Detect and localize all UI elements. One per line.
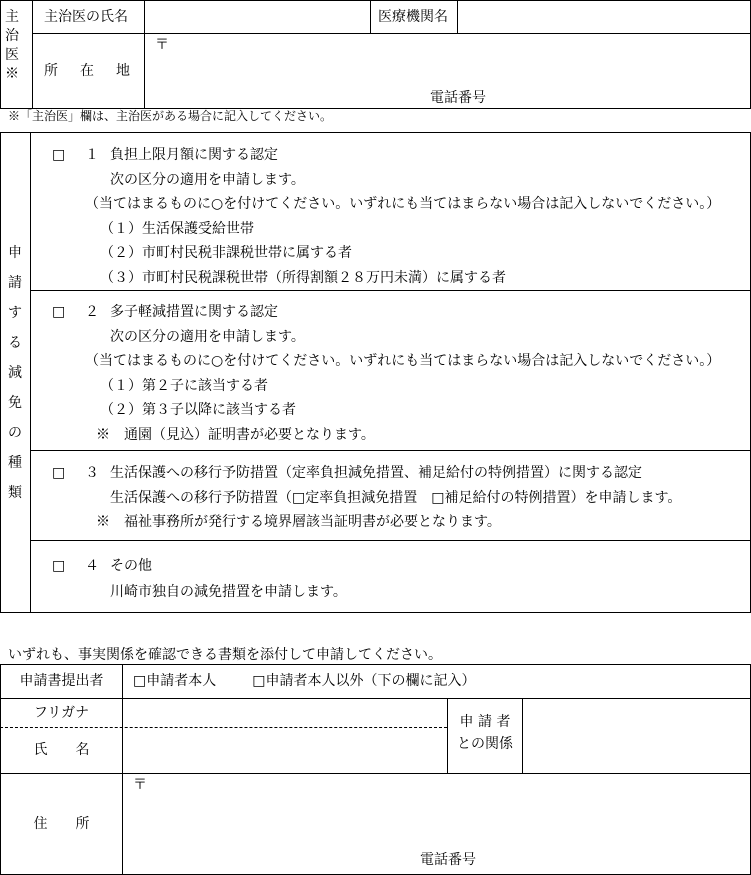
option-row	[31, 266, 750, 291]
attachment-note: いずれも、事実関係を確認できる書類を添付して申請してください。	[8, 647, 442, 663]
applicant-address-label: 住 所	[33, 816, 90, 832]
reduction-item-number: ４	[85, 558, 99, 574]
reduction-item-title: 生活保護への移行予防措置（定率負担減免措置、補足給付の特例措置）に関する認定	[110, 465, 642, 481]
reduction-item-title: 負担上限月額に関する認定	[110, 147, 278, 163]
submitter-options	[133, 671, 475, 691]
submitter-other-checkbox[interactable]: □	[252, 673, 266, 689]
option-public-assistance[interactable]: （１）生活保護受給世帯	[100, 220, 254, 237]
furigana-label: フリガナ	[33, 705, 90, 721]
supplementary-benefit-label: 補足給付の特例措置	[444, 489, 571, 506]
apply-suffix: ）を申請します。	[570, 489, 682, 506]
reduction-item-4	[31, 541, 750, 612]
option-taxable-household[interactable]: （３）市町村民税課税世帯（所得割額２８万円未満）に属する者	[100, 269, 506, 286]
instruction-text: （当てはまるものに○を付けてください。いずれにも当てはまらない場合は記入しないでください。）	[85, 353, 721, 369]
apply-text: 川崎市独自の減免措置を申請します。	[110, 583, 347, 600]
option-row	[31, 217, 750, 242]
submitter-self-label: 申請者本人	[146, 673, 217, 689]
reduction-item-header	[31, 554, 750, 579]
applicant-name-field[interactable]	[123, 728, 447, 773]
reduction-item-4-checkbox[interactable]: □	[52, 558, 66, 574]
reduction-item-title: その他	[110, 558, 152, 574]
institution-name-label: 医療機関名	[378, 9, 448, 25]
submitter-label: 申請書提出者	[19, 673, 104, 689]
institution-name-field[interactable]	[458, 1, 750, 33]
reduction-item-number: ３	[85, 465, 99, 481]
relationship-field[interactable]	[523, 699, 750, 773]
submitter-other-label: 申請者本人以外（下の欄に記入）	[265, 673, 476, 689]
physician-note: ※「主治医」欄は、主治医がある場合に記入してください。	[8, 109, 333, 123]
option-tax-exempt-household[interactable]: （２）市町村民税非課税世帯に属する者	[100, 245, 352, 261]
reduction-item-2-checkbox[interactable]: □	[52, 304, 66, 320]
applicant-name-label: 氏 名	[33, 742, 90, 758]
reduction-item-header	[31, 143, 750, 168]
postal-mark: 〒	[155, 37, 169, 53]
supplementary-benefit-checkbox[interactable]: □	[431, 489, 445, 506]
physician-name-field[interactable]	[145, 1, 370, 33]
reduction-item-number: ２	[85, 304, 99, 320]
reduction-item-3-checkbox[interactable]: □	[52, 465, 66, 481]
table-rule	[32, 0, 33, 109]
reduction-item-3	[31, 451, 750, 540]
furigana-field[interactable]	[123, 699, 447, 727]
instruction-text: （当てはまるものに○を付けてください。いずれにも当てはまらない場合は記入しないでください。）	[85, 196, 721, 212]
apply-text: 次の区分の適用を申請します。	[110, 328, 305, 345]
option-row	[31, 374, 750, 399]
relationship-label-line1: 申 請 者	[459, 714, 511, 730]
relationship-label	[448, 711, 522, 755]
physician-phone-field[interactable]	[492, 88, 742, 108]
physician-section-label: 主治医※	[5, 9, 19, 82]
option-third-child[interactable]: （２）第３子以降に該当する者	[100, 402, 296, 418]
reduction-item-1	[31, 133, 750, 290]
apply-text: 次の区分の適用を申請します。	[110, 171, 305, 188]
reduction-item-title: 多子軽減措置に関する認定	[110, 304, 278, 320]
table-rule	[370, 0, 371, 34]
reduction-item-2	[31, 291, 750, 450]
physician-name-label: 主治医の氏名	[44, 9, 128, 25]
physician-address-field[interactable]	[145, 34, 750, 88]
reduction-item-header	[31, 461, 750, 486]
requirement-note: ※ 福祉事務所が発行する境界層該当証明書が必要となります。	[96, 514, 501, 530]
applicant-phone-label: 電話番号	[420, 852, 476, 868]
option-row	[31, 398, 750, 423]
physician-address-label: 所 在 地	[44, 63, 134, 79]
fixed-rate-reduction-label: 定率負担減免措置	[305, 489, 418, 506]
fixed-rate-reduction-checkbox[interactable]: □	[292, 489, 306, 506]
apply-prefix: 生活保護への移行予防措置（	[110, 489, 292, 506]
physician-phone-label: 電話番号	[430, 90, 486, 106]
reduction-item-header	[31, 300, 750, 325]
option-row	[31, 241, 750, 266]
relationship-label-line2: との関係	[457, 736, 513, 752]
applicant-address-field[interactable]	[123, 774, 750, 848]
apply-line	[31, 486, 750, 511]
reduction-section-label: 申請する減免の種類	[8, 245, 22, 501]
option-second-child[interactable]: （１）第２子に該当する者	[100, 377, 268, 394]
requirement-note: ※ 通園（見込）証明書が必要となります。	[96, 426, 375, 443]
reduction-item-number: １	[85, 147, 99, 163]
reduction-item-1-checkbox[interactable]: □	[52, 147, 66, 163]
applicant-postal-mark: 〒	[133, 777, 147, 793]
submitter-self-checkbox[interactable]: □	[133, 673, 147, 689]
applicant-phone-field[interactable]	[482, 850, 742, 870]
